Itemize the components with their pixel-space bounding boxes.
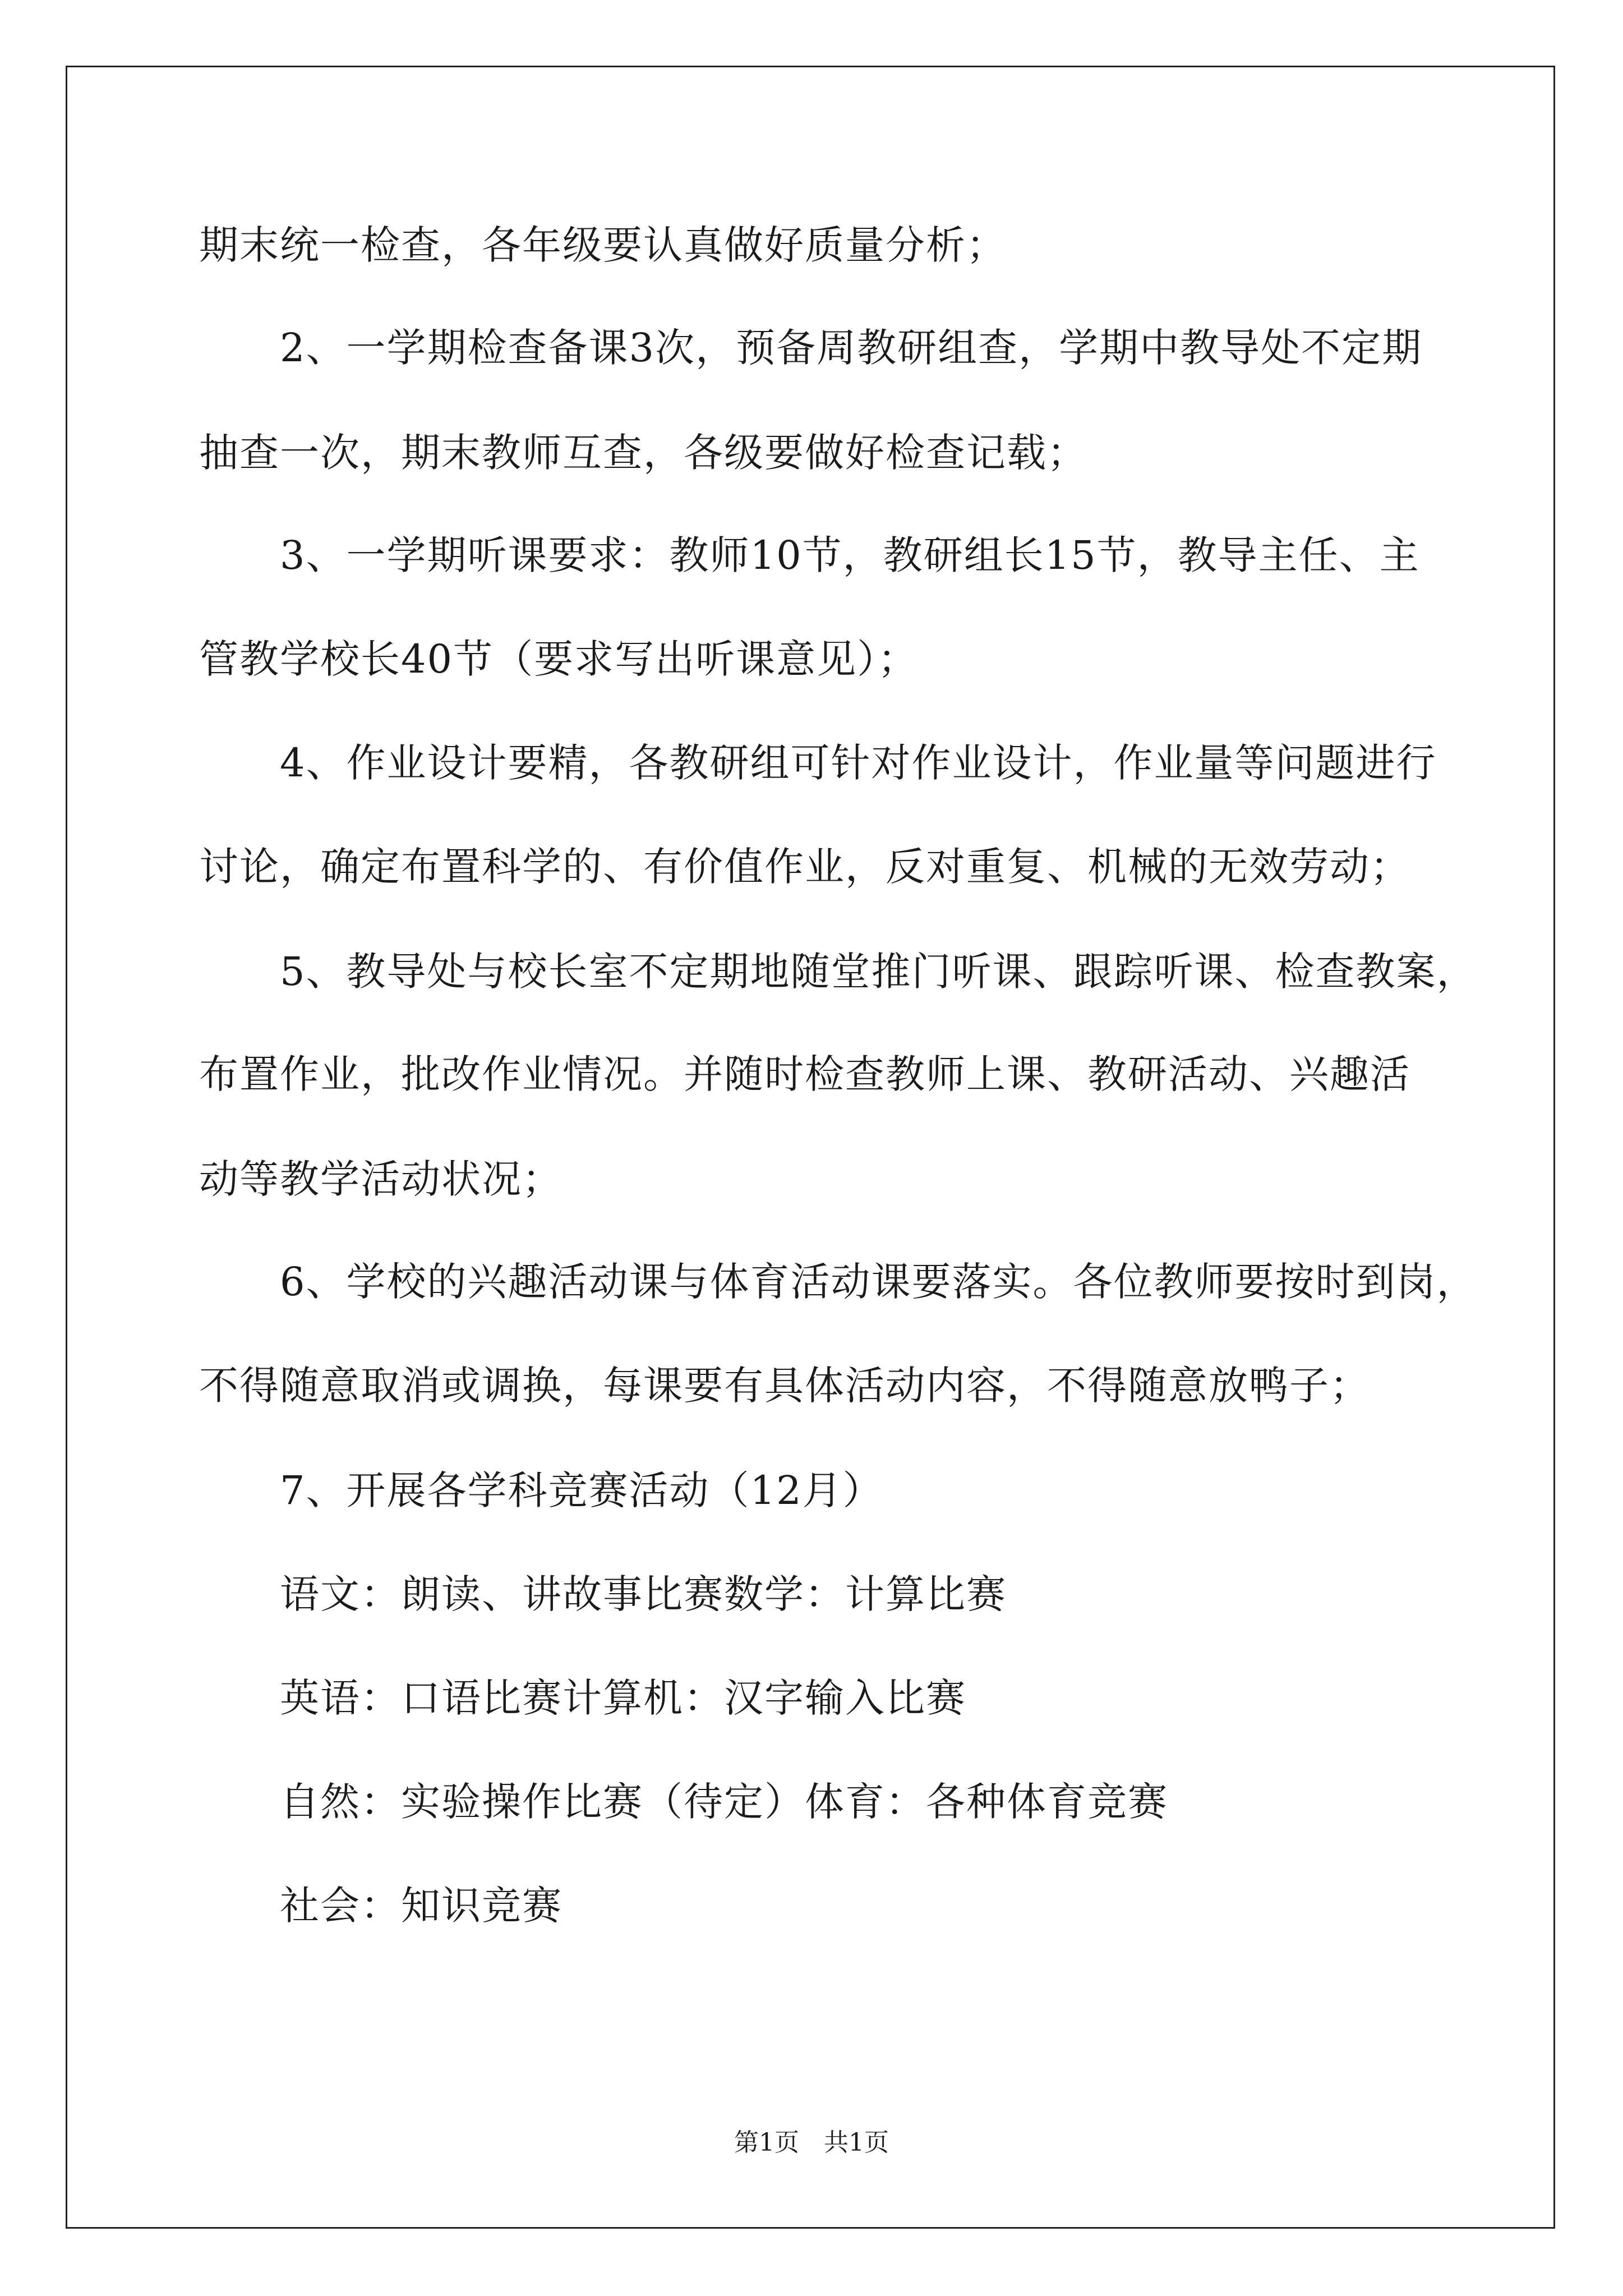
text-line: 不得随意取消或调换，每课要有具体活动内容，不得随意放鸭子； bbox=[199, 1363, 1370, 1409]
text-line: 3、一学期听课要求：教师10节，教研组长15节，教导主任、主 bbox=[199, 532, 1420, 578]
text-line: 5、教导处与校长室不定期地随堂推门听课、跟踪听课、检查教案， bbox=[199, 949, 1477, 995]
text-line: 社会：知识竞赛 bbox=[199, 1883, 562, 1929]
text-line: 讨论，确定布置科学的、有价值作业，反对重复、机械的无效劳动； bbox=[199, 844, 1410, 890]
text-line: 2、一学期检查备课3次，预备周教研组查，学期中教导处不定期 bbox=[199, 325, 1423, 371]
text-line: 英语：口语比赛计算机：汉字输入比赛 bbox=[199, 1675, 966, 1721]
text-line: 7、开展各学科竞赛活动（12月） bbox=[199, 1467, 883, 1513]
text-line: 动等教学活动状况； bbox=[199, 1156, 562, 1202]
text-line: 期末统一检查，各年级要认真做好质量分析； bbox=[199, 222, 1007, 268]
text-line: 6、学校的兴趣活动课与体育活动课要落实。各位教师要按时到岗， bbox=[199, 1259, 1477, 1305]
text-line: 自然：实验操作比赛（待定）体育：各种体育竞赛 bbox=[199, 1779, 1168, 1825]
text-line: 布置作业，批改作业情况。并随时检查教师上课、教研活动、兴趣活 bbox=[199, 1051, 1410, 1097]
page-indicator: 第1页 共1页 bbox=[734, 2128, 889, 2157]
text-line: 抽查一次，期末教师互查，各级要做好检查记载； bbox=[199, 430, 1087, 476]
text-line: 4、作业设计要精，各教研组可针对作业设计，作业量等问题进行 bbox=[199, 740, 1437, 786]
text-line: 语文：朗读、讲故事比赛数学：计算比赛 bbox=[199, 1571, 1007, 1617]
text-line: 管教学校长40节（要求写出听课意见）； bbox=[199, 636, 919, 682]
